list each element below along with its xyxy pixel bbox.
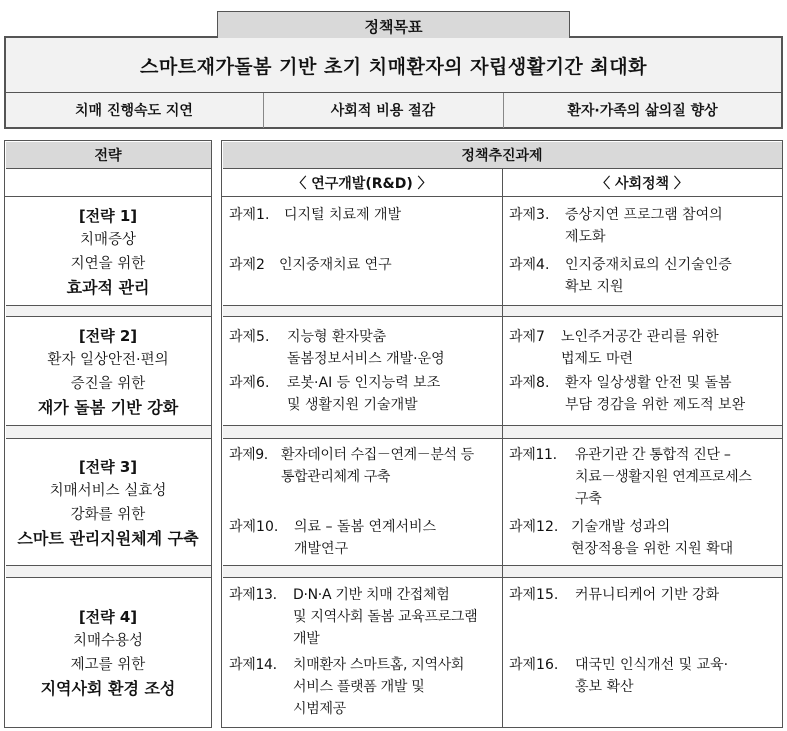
task-label: 과제5. (229, 329, 270, 345)
task-label: 과제13. (229, 587, 277, 603)
task-text: 지능형 환자맞춤 돌봄정보서비스 개발·운영 (287, 329, 445, 367)
task-label: 과제16. (509, 657, 559, 673)
task-label: 과제4. (509, 257, 550, 273)
task-text: 인지중재치료의 신기술인증 확보 지원 (565, 257, 732, 295)
policy-goal-tab: 정책목표 (217, 11, 570, 40)
strategy-key: 효과적 관리 (66, 277, 150, 297)
strategy-tag: [전략 3] (78, 457, 138, 476)
task-text: 유관기관 간 통합적 진단 – 치료－생활지원 연계프로세스 구축 (575, 447, 752, 507)
task-15 (509, 584, 779, 606)
task-4 (509, 254, 779, 298)
strategy-1 (6, 198, 210, 305)
strategy-key: 재가 돌봄 기반 강화 (37, 397, 179, 417)
strategy-line: 강화를 위한 (70, 506, 146, 523)
task-text: D·N·A 기반 치매 간접체험 및 지역사회 돌봄 교육프로그램 개발 (293, 587, 478, 647)
social-column-header: 〈 사회정책 〉 (596, 176, 688, 192)
task-text: 대국민 인식개선 및 교육· 홍보 확산 (575, 657, 729, 695)
task-text: 의료 – 돌봄 연계서비스 개발연구 (294, 519, 437, 557)
row-gap (223, 425, 502, 439)
row-gap (503, 565, 782, 578)
task-text: 환자데이터 수집－연계－분석 등 통합관리체계 구축 (281, 447, 474, 485)
row-gap (6, 425, 211, 439)
task-label: 과제6. (229, 375, 270, 391)
task-text: 디지털 치료제 개발 (284, 207, 402, 223)
task-label: 과제7 (509, 329, 545, 345)
task-1 (229, 204, 497, 226)
task-label: 과제1. (229, 207, 270, 223)
task-11 (509, 444, 781, 510)
task-10 (229, 516, 497, 560)
task-label: 과제2 (229, 257, 265, 273)
task-6 (229, 372, 497, 416)
task-7 (509, 326, 779, 370)
task-12 (509, 516, 779, 560)
task-label: 과제9. (229, 447, 268, 463)
row-gap (503, 305, 782, 317)
task-text: 치매환자 스마트홈, 지역사회 서비스 플랫폼 개발 및 시범제공 (293, 657, 465, 717)
task-label: 과제10. (229, 519, 279, 535)
task-2 (229, 254, 497, 276)
policy-goal-title: 스마트재가돌봄 기반 초기 치매환자의 자립생활기간 최대화 (6, 38, 781, 92)
row-gap (6, 305, 211, 317)
task-label: 과제3. (509, 207, 550, 223)
rnd-column-header: 〈 연구개발(R&D) 〉 (292, 176, 432, 192)
strategy-tag: [전략 4] (78, 607, 138, 626)
row-gap (6, 565, 211, 578)
task-label: 과제8. (509, 375, 550, 391)
strategy-line: 증진을 위한 (70, 375, 146, 392)
strategy-key: 스마트 관리지원체계 구축 (17, 528, 199, 548)
row-gap (223, 305, 502, 317)
task-8 (509, 372, 779, 416)
task-text: 로봇·AI 등 인지능력 보조 및 생활지원 기술개발 (287, 375, 441, 413)
subgoal-1: 치매 진행속도 지연 (6, 94, 262, 126)
strategy-line: 치매증상 (79, 231, 137, 248)
divider (4, 92, 783, 93)
strategy-line: 지연을 위한 (70, 255, 146, 272)
task-label: 과제14. (229, 657, 277, 673)
strategy-line: 제고를 위한 (70, 656, 146, 673)
task-label: 과제12. (509, 519, 559, 535)
strategy-tag: [전략 2] (78, 326, 138, 345)
task-label: 과제15. (509, 587, 559, 603)
column-divider (502, 169, 503, 727)
task-9 (229, 444, 499, 488)
divider (5, 196, 211, 197)
task-3 (509, 204, 779, 248)
task-label: 과제11. (509, 447, 557, 463)
subgoal-2: 사회적 비용 절감 (264, 94, 502, 126)
strategy-header: 전략 (6, 142, 211, 169)
task-5 (229, 326, 497, 370)
task-14 (229, 654, 499, 720)
strategy-key: 지역사회 환경 조성 (40, 678, 176, 698)
strategy-2 (6, 318, 210, 425)
strategy-line: 치매수용성 (72, 632, 144, 649)
task-text: 환자 일상생활 안전 및 돌봄 부담 경감을 위한 제도적 보완 (565, 375, 746, 413)
strategy-4 (6, 580, 210, 725)
task-header: 정책추진과제 (223, 142, 782, 169)
strategy-line: 환자 일상안전·편의 (47, 351, 169, 368)
task-text: 증상지연 프로그램 참여의 제도화 (565, 207, 723, 245)
row-gap (503, 425, 782, 439)
task-text: 인지중재치료 연구 (279, 257, 392, 273)
strategy-line: 치매서비스 실효성 (49, 482, 167, 499)
task-16 (509, 654, 779, 698)
task-text: 커뮤니티케어 기반 강화 (575, 587, 720, 603)
strategy-3 (6, 440, 210, 565)
row-gap (223, 565, 502, 578)
subgoal-3: 환자·가족의 삶의질 향상 (504, 94, 781, 126)
task-text: 기술개발 성과의 현장적용을 위한 지원 확대 (571, 519, 734, 557)
task-13 (229, 584, 499, 650)
task-text: 노인주거공간 관리를 위한 법제도 마련 (561, 329, 719, 367)
strategy-tag: [전략 1] (78, 206, 138, 225)
